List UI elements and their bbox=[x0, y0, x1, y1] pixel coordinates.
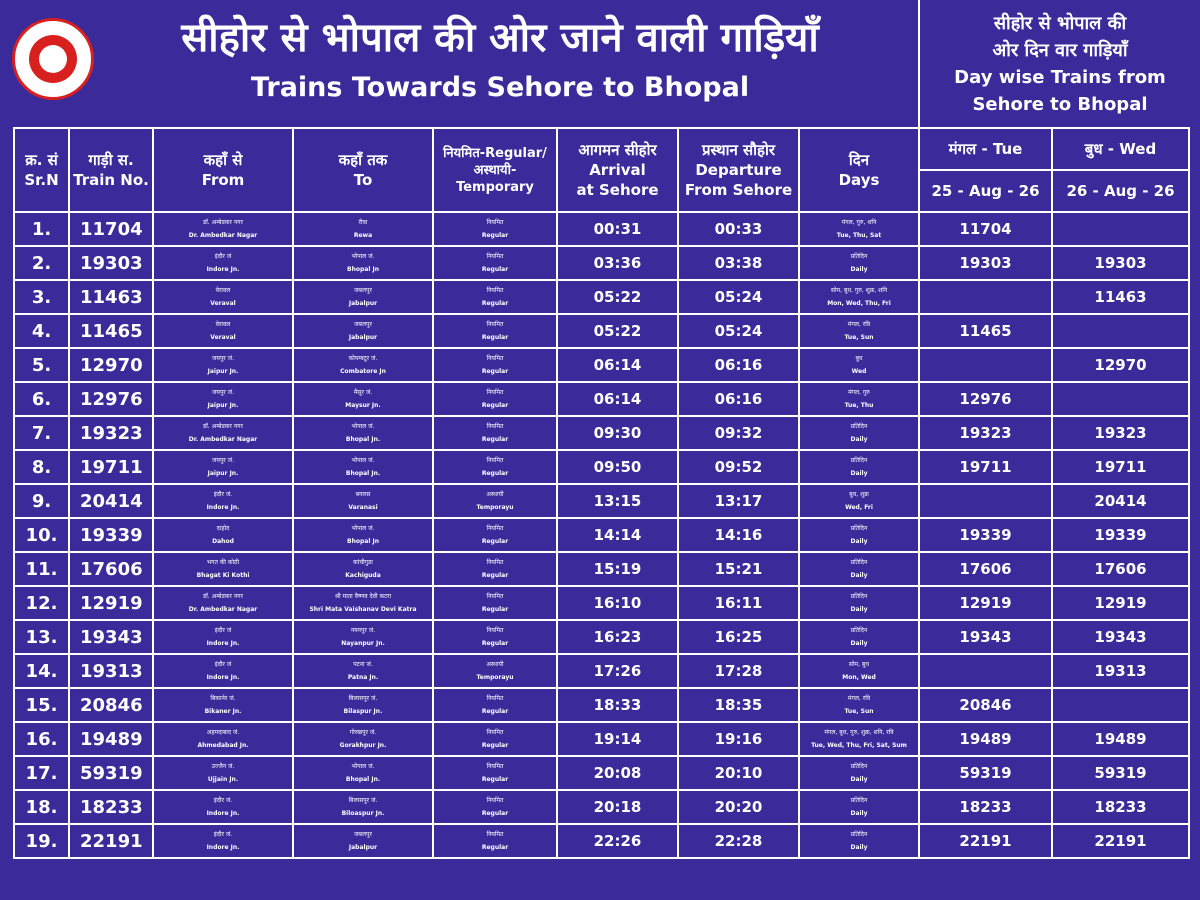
from-station: अहमदाबाद जं. Ahmedabad Jn. bbox=[153, 722, 293, 756]
wed-train: 12970 bbox=[1052, 348, 1189, 382]
table-row bbox=[14, 790, 1189, 824]
to-station: बिलासपुर जं. Biloaspur Jn. bbox=[293, 790, 433, 824]
train-number: 59319 bbox=[69, 756, 153, 790]
tue-train bbox=[919, 348, 1052, 382]
train-number: 17606 bbox=[69, 552, 153, 586]
train-type: नियमित Regular bbox=[433, 790, 557, 824]
run-days: प्रतिदिन Daily bbox=[799, 246, 919, 280]
train-type: नियमित Regular bbox=[433, 586, 557, 620]
from-station: इंदौर जं Indore Jn. bbox=[153, 654, 293, 688]
table-row bbox=[14, 688, 1189, 722]
tue-train bbox=[919, 484, 1052, 518]
to-station: पटना जं. Patna Jn. bbox=[293, 654, 433, 688]
col-tue-label: मंगल - Tue bbox=[919, 128, 1052, 170]
wed-train: 19343 bbox=[1052, 620, 1189, 654]
arrival-time: 09:30 bbox=[557, 416, 678, 450]
train-table bbox=[13, 127, 1190, 859]
col-tue-date: 25 - Aug - 26 bbox=[919, 170, 1052, 212]
from-station: उज्जैन जं. Ujjain Jn. bbox=[153, 756, 293, 790]
train-number: 22191 bbox=[69, 824, 153, 858]
run-days: प्रतिदिन Daily bbox=[799, 586, 919, 620]
arrival-time: 09:50 bbox=[557, 450, 678, 484]
departure-time: 06:16 bbox=[678, 382, 799, 416]
col-wed-date: 26 - Aug - 26 bbox=[1052, 170, 1189, 212]
departure-time: 17:28 bbox=[678, 654, 799, 688]
from-station: डॉ. अम्बेडकर नगर Dr. Ambedkar Nagar bbox=[153, 212, 293, 246]
tue-train: 12919 bbox=[919, 586, 1052, 620]
train-number: 12970 bbox=[69, 348, 153, 382]
from-station: इंदौर जं Indore Jn. bbox=[153, 246, 293, 280]
col-sr: क्र. सं Sr.N bbox=[14, 128, 69, 212]
from-station: जयपुर जं. Jaipur Jn. bbox=[153, 348, 293, 382]
sr-number: 19. bbox=[14, 824, 69, 858]
arrival-time: 00:31 bbox=[557, 212, 678, 246]
col-departure: प्रस्थान सौहोर Departure From Sehore bbox=[678, 128, 799, 212]
departure-time: 15:21 bbox=[678, 552, 799, 586]
train-type: नियमित Regular bbox=[433, 314, 557, 348]
departure-time: 09:32 bbox=[678, 416, 799, 450]
col-arrival: आगमन सीहोर Arrival at Sehore bbox=[557, 128, 678, 212]
departure-time: 20:20 bbox=[678, 790, 799, 824]
tue-train bbox=[919, 654, 1052, 688]
run-days: प्रतिदिन Daily bbox=[799, 518, 919, 552]
to-station: कांचीगुडा Kachiguda bbox=[293, 552, 433, 586]
train-type: नियमित Regular bbox=[433, 280, 557, 314]
wed-train: 19303 bbox=[1052, 246, 1189, 280]
train-type: नियमित Regular bbox=[433, 246, 557, 280]
departure-time: 14:16 bbox=[678, 518, 799, 552]
to-station: जबलपुर Jabalpur bbox=[293, 280, 433, 314]
train-number: 11465 bbox=[69, 314, 153, 348]
train-type: नियमित Regular bbox=[433, 416, 557, 450]
arrival-time: 19:14 bbox=[557, 722, 678, 756]
sr-number: 13. bbox=[14, 620, 69, 654]
arrival-time: 20:08 bbox=[557, 756, 678, 790]
tue-train: 19343 bbox=[919, 620, 1052, 654]
train-type: नियमित Regular bbox=[433, 212, 557, 246]
train-number: 19323 bbox=[69, 416, 153, 450]
train-type: नियमित Regular bbox=[433, 552, 557, 586]
train-type: अस्थायी Temporayu bbox=[433, 654, 557, 688]
wed-train bbox=[1052, 212, 1189, 246]
table-row bbox=[14, 382, 1189, 416]
run-days: प्रतिदिन Daily bbox=[799, 552, 919, 586]
sr-number: 6. bbox=[14, 382, 69, 416]
from-station: इंदौर जं. Indore Jn. bbox=[153, 824, 293, 858]
departure-time: 03:38 bbox=[678, 246, 799, 280]
col-to: कहाँ तक To bbox=[293, 128, 433, 212]
run-days: सोम, बुध, गुरु, शुक्र, शनि Mon, Wed, Thu, Fri bbox=[799, 280, 919, 314]
train-type: नियमित Regular bbox=[433, 518, 557, 552]
table-row bbox=[14, 518, 1189, 552]
tue-train: 19489 bbox=[919, 722, 1052, 756]
run-days: प्रतिदिन Daily bbox=[799, 790, 919, 824]
sr-number: 17. bbox=[14, 756, 69, 790]
col-from: कहाँ से From bbox=[153, 128, 293, 212]
col-wed-label: बुध - Wed bbox=[1052, 128, 1189, 170]
departure-time: 00:33 bbox=[678, 212, 799, 246]
to-station: रीवा Rewa bbox=[293, 212, 433, 246]
arrival-time: 20:18 bbox=[557, 790, 678, 824]
from-station: बिकानेर जं. Bikaner Jn. bbox=[153, 688, 293, 722]
run-days: प्रतिदिन Daily bbox=[799, 450, 919, 484]
run-days: मंगल, गुरु, शनि Tue, Thu, Sat bbox=[799, 212, 919, 246]
sr-number: 3. bbox=[14, 280, 69, 314]
tue-train: 19339 bbox=[919, 518, 1052, 552]
train-number: 20846 bbox=[69, 688, 153, 722]
wed-train: 59319 bbox=[1052, 756, 1189, 790]
sr-number: 18. bbox=[14, 790, 69, 824]
departure-time: 22:28 bbox=[678, 824, 799, 858]
arrival-time: 14:14 bbox=[557, 518, 678, 552]
to-station: बनारस Varanasi bbox=[293, 484, 433, 518]
table-row bbox=[14, 586, 1189, 620]
arrival-time: 06:14 bbox=[557, 382, 678, 416]
train-number: 19303 bbox=[69, 246, 153, 280]
sr-number: 15. bbox=[14, 688, 69, 722]
tue-train: 19323 bbox=[919, 416, 1052, 450]
train-number: 11463 bbox=[69, 280, 153, 314]
wed-train: 22191 bbox=[1052, 824, 1189, 858]
train-type: नियमित Regular bbox=[433, 348, 557, 382]
wed-train bbox=[1052, 382, 1189, 416]
arrival-time: 05:22 bbox=[557, 280, 678, 314]
train-type: नियमित Regular bbox=[433, 620, 557, 654]
daywise-hi-line2: ओर दिन वार गाड़ियाँ bbox=[992, 40, 1128, 61]
to-station: जबलपुर Jabalpur bbox=[293, 314, 433, 348]
header bbox=[0, 0, 1200, 128]
wed-train: 12919 bbox=[1052, 586, 1189, 620]
tue-train: 19711 bbox=[919, 450, 1052, 484]
daywise-en-line2: Sehore to Bhopal bbox=[972, 94, 1148, 115]
wed-train bbox=[1052, 314, 1189, 348]
sr-number: 1. bbox=[14, 212, 69, 246]
sr-number: 9. bbox=[14, 484, 69, 518]
from-station: वेरावल Veraval bbox=[153, 280, 293, 314]
wed-train: 19339 bbox=[1052, 518, 1189, 552]
run-days: बुध Wed bbox=[799, 348, 919, 382]
departure-time: 05:24 bbox=[678, 280, 799, 314]
table-row bbox=[14, 314, 1189, 348]
wed-train: 20414 bbox=[1052, 484, 1189, 518]
table-row bbox=[14, 450, 1189, 484]
arrival-time: 06:14 bbox=[557, 348, 678, 382]
arrival-time: 18:33 bbox=[557, 688, 678, 722]
arrival-time: 16:23 bbox=[557, 620, 678, 654]
table-row bbox=[14, 246, 1189, 280]
title-hindi: सीहोर से भोपाल की ओर जाने वाली गाड़ियाँ bbox=[181, 15, 819, 61]
from-station: वेरावल Veraval bbox=[153, 314, 293, 348]
train-type: नियमित Regular bbox=[433, 450, 557, 484]
train-type: अस्थायी Temporayu bbox=[433, 484, 557, 518]
from-station: डॉ. अम्बेडकर नगर Dr. Ambedkar Nagar bbox=[153, 586, 293, 620]
run-days: मंगल, बुध, गुरु, शुक्र, शनि, रवि Tue, Wed, Thu, Fri, Sat, Sum bbox=[799, 722, 919, 756]
to-station: मैसूर जं. Maysur Jn. bbox=[293, 382, 433, 416]
run-days: मंगल, गुरु Tue, Thu bbox=[799, 382, 919, 416]
table-row bbox=[14, 620, 1189, 654]
tue-train: 12976 bbox=[919, 382, 1052, 416]
train-number: 12976 bbox=[69, 382, 153, 416]
from-station: जयपुर जं. Jaipur Jn. bbox=[153, 450, 293, 484]
indian-railways-logo-icon bbox=[12, 18, 94, 100]
tue-train: 11465 bbox=[919, 314, 1052, 348]
train-number: 19339 bbox=[69, 518, 153, 552]
tue-train: 19303 bbox=[919, 246, 1052, 280]
table-row bbox=[14, 484, 1189, 518]
tue-train bbox=[919, 280, 1052, 314]
table-row bbox=[14, 722, 1189, 756]
daywise-heading bbox=[918, 0, 1200, 128]
arrival-time: 05:22 bbox=[557, 314, 678, 348]
to-station: जबलपुर Jabalpur bbox=[293, 824, 433, 858]
wed-train bbox=[1052, 688, 1189, 722]
title-english: Trains Towards Sehore to Bhopal bbox=[250, 72, 750, 103]
train-number: 12919 bbox=[69, 586, 153, 620]
from-station: दाहोद Dahod bbox=[153, 518, 293, 552]
daywise-hi-line1: सीहोर से भोपाल की bbox=[993, 13, 1127, 34]
to-station: कोयम्बटूर जं. Combatore Jn bbox=[293, 348, 433, 382]
to-station: भोपाल जं. Bhopal Jn bbox=[293, 518, 433, 552]
to-station: नयनपुर जं. Nayanpur Jn. bbox=[293, 620, 433, 654]
tue-train: 18233 bbox=[919, 790, 1052, 824]
wed-train: 19711 bbox=[1052, 450, 1189, 484]
train-type: नियमित Regular bbox=[433, 824, 557, 858]
table-row bbox=[14, 654, 1189, 688]
arrival-time: 15:19 bbox=[557, 552, 678, 586]
tue-train: 20846 bbox=[919, 688, 1052, 722]
table-row bbox=[14, 552, 1189, 586]
to-station: श्री माता वैष्णव देवी कटरा Shri Mata Vaishanav Devi Katra bbox=[293, 586, 433, 620]
to-station: भोपाल जं. Bhopal Jn bbox=[293, 246, 433, 280]
wed-train: 19489 bbox=[1052, 722, 1189, 756]
tue-train: 22191 bbox=[919, 824, 1052, 858]
sr-number: 14. bbox=[14, 654, 69, 688]
from-station: डॉ. अम्बेडकर नगर Dr. Ambedkar Nagar bbox=[153, 416, 293, 450]
sr-number: 10. bbox=[14, 518, 69, 552]
departure-time: 09:52 bbox=[678, 450, 799, 484]
table-row bbox=[14, 824, 1189, 858]
train-number: 19711 bbox=[69, 450, 153, 484]
wed-train: 19323 bbox=[1052, 416, 1189, 450]
from-station: इंदौर जं. Indore Jn. bbox=[153, 790, 293, 824]
sr-number: 8. bbox=[14, 450, 69, 484]
departure-time: 05:24 bbox=[678, 314, 799, 348]
train-number: 19489 bbox=[69, 722, 153, 756]
run-days: प्रतिदिन Daily bbox=[799, 416, 919, 450]
tue-train: 17606 bbox=[919, 552, 1052, 586]
run-days: प्रतिदिन Daily bbox=[799, 756, 919, 790]
arrival-time: 16:10 bbox=[557, 586, 678, 620]
departure-time: 06:16 bbox=[678, 348, 799, 382]
daywise-en-line1: Day wise Trains from bbox=[954, 67, 1166, 88]
train-number: 19313 bbox=[69, 654, 153, 688]
sr-number: 2. bbox=[14, 246, 69, 280]
to-station: गोरखपुर जं. Gorakhpur Jn. bbox=[293, 722, 433, 756]
run-days: मंगल, रवि Tue, Sun bbox=[799, 314, 919, 348]
col-days: दिन Days bbox=[799, 128, 919, 212]
table-row bbox=[14, 756, 1189, 790]
sr-number: 7. bbox=[14, 416, 69, 450]
col-train: गाड़ी स. Train No. bbox=[69, 128, 153, 212]
wed-train: 11463 bbox=[1052, 280, 1189, 314]
train-type: नियमित Regular bbox=[433, 756, 557, 790]
tue-train: 59319 bbox=[919, 756, 1052, 790]
train-number: 20414 bbox=[69, 484, 153, 518]
run-days: बुध, शुक्र Wed, Fri bbox=[799, 484, 919, 518]
run-days: मंगल, रवि Tue, Sun bbox=[799, 688, 919, 722]
departure-time: 16:25 bbox=[678, 620, 799, 654]
arrival-time: 17:26 bbox=[557, 654, 678, 688]
arrival-time: 03:36 bbox=[557, 246, 678, 280]
table-row bbox=[14, 348, 1189, 382]
table-row bbox=[14, 212, 1189, 246]
sr-number: 4. bbox=[14, 314, 69, 348]
tue-train: 11704 bbox=[919, 212, 1052, 246]
train-type: नियमित Regular bbox=[433, 688, 557, 722]
departure-time: 16:11 bbox=[678, 586, 799, 620]
wed-train: 19313 bbox=[1052, 654, 1189, 688]
sr-number: 12. bbox=[14, 586, 69, 620]
sr-number: 16. bbox=[14, 722, 69, 756]
col-type: नियमित-Regular/ अस्थायी- Temporary bbox=[433, 128, 557, 212]
wed-train: 18233 bbox=[1052, 790, 1189, 824]
from-station: इंदौर जं. Indore Jn. bbox=[153, 484, 293, 518]
table-row bbox=[14, 416, 1189, 450]
run-days: सोम, बुध Mon, Wed bbox=[799, 654, 919, 688]
train-number: 19343 bbox=[69, 620, 153, 654]
departure-time: 18:35 bbox=[678, 688, 799, 722]
wed-train: 17606 bbox=[1052, 552, 1189, 586]
to-station: बिलासपुर जं. Bilaspur Jn. bbox=[293, 688, 433, 722]
train-number: 18233 bbox=[69, 790, 153, 824]
from-station: भगत की कोठी Bhagat Ki Kothi bbox=[153, 552, 293, 586]
run-days: प्रतिदिन Daily bbox=[799, 620, 919, 654]
departure-time: 13:17 bbox=[678, 484, 799, 518]
run-days: प्रतिदिन Daily bbox=[799, 824, 919, 858]
from-station: जयपुर जं. Jaipur Jn. bbox=[153, 382, 293, 416]
sr-number: 11. bbox=[14, 552, 69, 586]
arrival-time: 22:26 bbox=[557, 824, 678, 858]
from-station: इंदौर जं Indore Jn. bbox=[153, 620, 293, 654]
departure-time: 20:10 bbox=[678, 756, 799, 790]
train-type: नियमित Regular bbox=[433, 382, 557, 416]
to-station: भोपाल जं. Bhopal Jn. bbox=[293, 450, 433, 484]
to-station: भोपाल जं. Bhopal Jn. bbox=[293, 756, 433, 790]
train-number: 11704 bbox=[69, 212, 153, 246]
arrival-time: 13:15 bbox=[557, 484, 678, 518]
departure-time: 19:16 bbox=[678, 722, 799, 756]
sr-number: 5. bbox=[14, 348, 69, 382]
table-row bbox=[14, 280, 1189, 314]
train-type: नियमित Regular bbox=[433, 722, 557, 756]
to-station: भोपाल जं. Bhopal Jn. bbox=[293, 416, 433, 450]
